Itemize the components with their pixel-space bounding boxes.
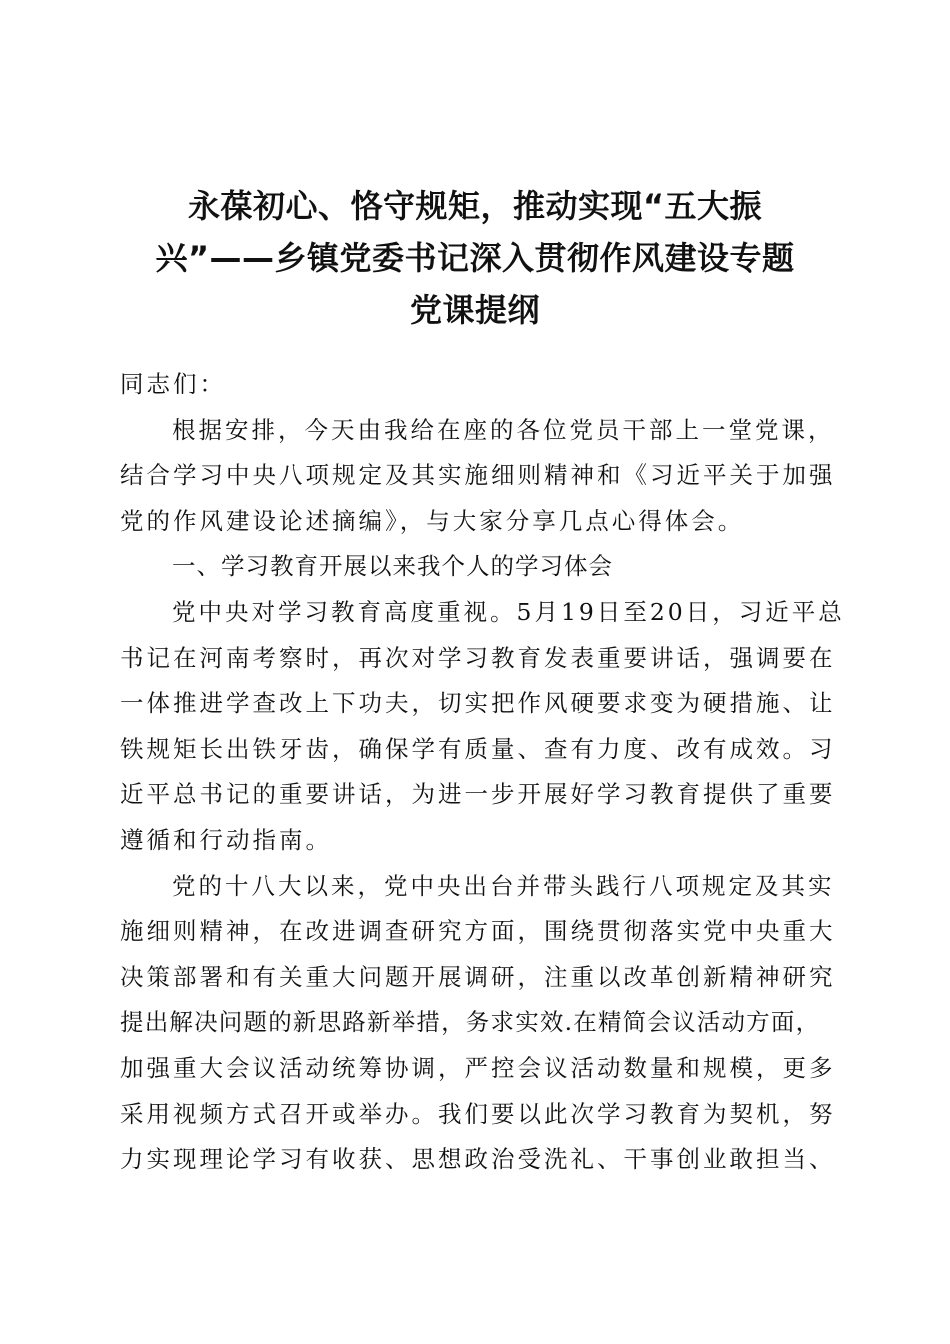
paragraph-line: 结合学习中央八项规定及其实施细则精神和《习近平关于加强 bbox=[120, 461, 836, 490]
paragraph-study bbox=[120, 590, 845, 864]
paragraph-line: 提出解决问题的新思路新举措，务求实效.在精简会议活动方面， bbox=[120, 1008, 821, 1037]
salutation: 同志们： bbox=[120, 370, 226, 398]
paragraph-intro bbox=[120, 408, 836, 545]
paragraph-line: 决策部署和有关重大问题开展调研，注重以改革创新精神研究 bbox=[120, 962, 836, 991]
paragraph-line: 一体推进学查改上下功夫，切实把作风硬要求变为硬措施、让 bbox=[120, 689, 836, 718]
title-line-2: 兴”——乡镇党委书记深入贯彻作风建设专题 bbox=[155, 239, 795, 277]
section-heading: 一、学习教育开展以来我个人的学习体会 bbox=[172, 552, 613, 581]
paragraph-line: 近平总书记的重要讲话，为进一步开展好学习教育提供了重要 bbox=[120, 780, 836, 809]
paragraph-line: 铁规矩长出铁牙齿，确保学有质量、查有力度、改有成效。习 bbox=[120, 734, 836, 763]
paragraph-line: 力实现理论学习有收获、思想政治受洗礼、干事创业敢担当、 bbox=[120, 1145, 836, 1174]
paragraph-line: 施细则精神，在改进调查研究方面，围绕贯彻落实党中央重大 bbox=[120, 917, 836, 946]
paragraph-line: 党的十八大以来，党中央出台并带头践行八项规定及其实 bbox=[172, 871, 835, 900]
paragraph-line: 党的作风建设论述摘编》，与大家分享几点心得体会。 bbox=[120, 506, 745, 535]
paragraph-line: 遵循和行动指南。 bbox=[120, 825, 332, 854]
paragraph-line: 党中央对学习教育高度重视。5月19日至20日，习近平总 bbox=[172, 597, 845, 626]
document-page bbox=[120, 0, 845, 1344]
title-line-1: 永葆初心、恪守规矩，推动实现“五大振 bbox=[187, 187, 763, 225]
paragraph-line: 采用视频方式召开或举办。我们要以此次学习教育为契机，努 bbox=[120, 1099, 836, 1128]
paragraph-line: 加强重大会议活动统筹协调，严控会议活动数量和规模，更多 bbox=[120, 1053, 836, 1082]
paragraph-line: 根据安排，今天由我给在座的各位党员干部上一堂党课， bbox=[172, 415, 835, 444]
title-line-3: 党课提纲 bbox=[409, 291, 540, 329]
document-body bbox=[120, 362, 845, 1183]
paragraph-rules bbox=[120, 864, 836, 1183]
paragraph-line: 书记在河南考察时，再次对学习教育发表重要讲话，强调要在 bbox=[120, 643, 836, 672]
document-title bbox=[120, 180, 830, 336]
